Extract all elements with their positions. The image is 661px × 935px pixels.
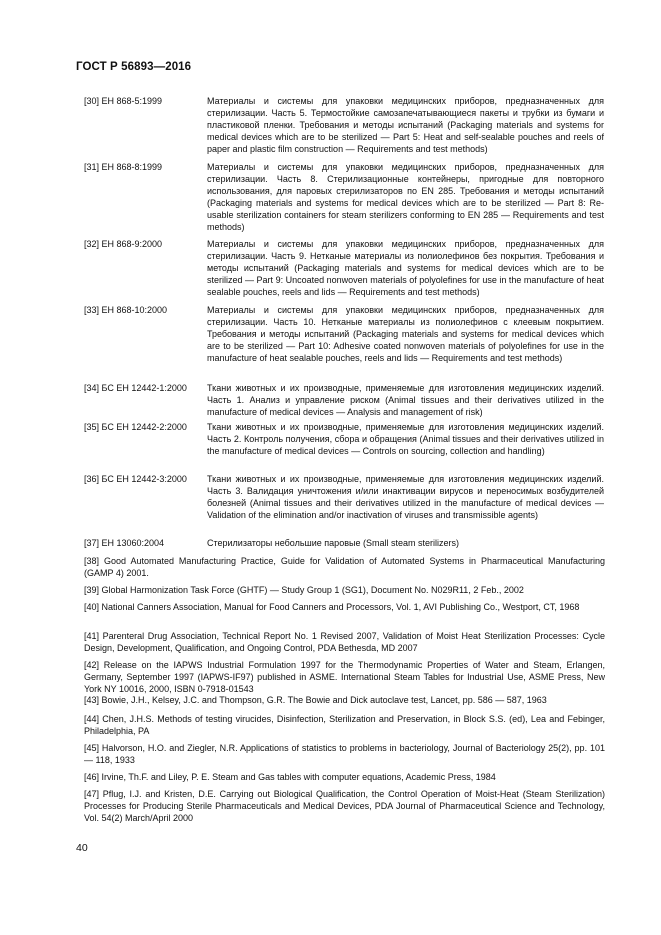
reference-code: [31] ЕН 868-8:1999 bbox=[84, 162, 163, 172]
reference-title: Ткани животных и их производные, применяемые для изготовления медицинских изделий. Часть 3. Валидация уничтожения и/или инактивации вирусов и переносимых возбудителей болезней (Animal tissues and their derivatives utilized in the manufacture of medical devices — Validation of the elimination and/or inactivation of viruses and transmissible agents) bbox=[207, 474, 604, 520]
reference-title: Материалы и системы для упаковки медицинских приборов, предназначенных для стерилизации. Часть 5. Термостойкие самозапечатывающиеся пакеты и трубки из бумаги и пластиковой пленки. Требования и методы испытаний (Packaging materials and systems for medical devices which are to be sterilized — Part 5: Heat and self-sealable pouches and reels of paper and plastic film construction — Requirements and test methods) bbox=[207, 96, 604, 154]
reference-item: [40] National Canners Association, Manual for Food Canners and Processors, Vol. 1, AVI Publishing Co., Westport, CT, 1968 bbox=[84, 602, 580, 612]
reference-entry bbox=[84, 538, 604, 550]
reference-title: Ткани животных и их производные, применяемые для изготовления медицинских изделий. Часть 1. Анализ и управление риском (Animal tissues and their derivatives utilized in the manufacture of medical devices — Analysis and management of risk) bbox=[207, 383, 604, 417]
document-header: ГОСТ Р 56893—2016 bbox=[76, 61, 192, 73]
reference-item: [39] Global Harmonization Task Force (GHTF) — Study Group 1 (SG1), Document No. N029R11, 2 Feb., 2002 bbox=[84, 585, 524, 595]
reference-item: [47] Pflug, I.J. and Kristen, D.E. Carrying out Biological Qualification, the Control Operation of Moist-Heat (Steam Sterilization) Processes for Producing Sterile Pharmaceuticals and Medical Devices, PDA Journal of Pharmaceutical Science and Technology, Vol. 54(2) March/April 2000 bbox=[84, 789, 605, 823]
reference-entry bbox=[84, 305, 604, 365]
reference-item: [41] Parenteral Drug Association, Technical Report No. 1 Revised 2007, Validation of Moist Heat Sterilization Processes: Cycle Design, Development, Qualification, and Ongoing Control, PDA Bethesda, MD 2007 bbox=[84, 631, 605, 653]
reference-code: [30] ЕН 868-5:1999 bbox=[84, 96, 163, 106]
reference-item: [44] Chen, J.H.S. Methods of testing virucides, Disinfection, Sterilization and Preservation, in Block S.S. (ed), Lea and Febinger, Philadelphia, PA bbox=[84, 714, 605, 736]
reference-title: Материалы и системы для упаковки медицинских приборов, предназначенных для стерилизации. Часть 8. Стерилизационные контейнеры, пригодные для повторного использования, для паровых стерилизаторов по EN 285. Требования и методы испытаний (Packaging materials and systems for medical devices which are to be sterilized — Part 8: Re-usable sterilization containers for steam sterilizers conforming to EN 285 — Requirements and test methods) bbox=[207, 162, 604, 232]
page-number: 40 bbox=[76, 842, 88, 854]
reference-code: [33] ЕН 868-10:2000 bbox=[84, 305, 168, 315]
reference-code: [32] ЕН 868-9:2000 bbox=[84, 239, 163, 249]
reference-code: [37] ЕН 13060:2004 bbox=[84, 538, 165, 548]
reference-item: [46] Irvine, Th.F. and Liley, P. E. Steam and Gas tables with computer equations, Academic Press, 1984 bbox=[84, 772, 496, 782]
reference-title: Ткани животных и их производные, применяемые для изготовления медицинских изделий. Часть 2. Контроль получения, сбора и обращения (Animal tissues and their derivatives utilized in the manufacture of medical devices — Controls on sourcing, collection and handling) bbox=[207, 422, 604, 456]
reference-entry bbox=[84, 162, 604, 233]
reference-code: [34] БС ЕН 12442-1:2000 bbox=[84, 383, 187, 393]
reference-entry bbox=[84, 96, 604, 156]
reference-title: Стерилизаторы небольшие паровые (Small steam sterilizers) bbox=[207, 538, 459, 548]
reference-item: [45] Halvorson, H.O. and Ziegler, N.R. Applications of statistics to problems in bacteriology, Journal of Bacteriology 25(2), pp. 101 — 118, 1933 bbox=[84, 743, 605, 765]
reference-item: [38] Good Automated Manufacturing Practice, Guide for Validation of Automated Systems in Pharmaceutical Manufacturing (GAMP 4) 2001. bbox=[84, 556, 605, 578]
reference-code: [36] БС ЕН 12442-3:2000 bbox=[84, 474, 187, 484]
reference-item: [43] Bowie, J.H., Kelsey, J.C. and Thompson, G.R. The Bowie and Dick autoclave test, Lancet, pp. 586 — 587, 1963 bbox=[84, 695, 547, 705]
reference-title: Материалы и системы для упаковки медицинских приборов, предназначенных для стерилизации. Часть 9. Нетканые материалы из полиолефинов без покрытия. Требования и методы испытаний (Packaging materials and systems for medical devices which are to be sterilized — Part 9: Uncoated nonwoven materials of polyolefines for use in the manufacture of heat sealable pouches, reels and lids — Requirements and test methods) bbox=[207, 239, 604, 297]
reference-entry bbox=[84, 239, 604, 299]
reference-entry bbox=[84, 422, 604, 458]
reference-code: [35] БС ЕН 12442-2:2000 bbox=[84, 422, 187, 432]
reference-item: [42] Release on the IAPWS Industrial Formulation 1997 for the Thermodynamic Properties of Water and Steam, Erlangen, Germany, September 1997 (IAPWS-IF97) published in ASME. International Steam Tables for Industrial Use, ASME Press, New York NY 10016, 2000, ISBN 0-7918-01543 bbox=[84, 660, 605, 694]
reference-title: Материалы и системы для упаковки медицинских приборов, предназначенных для стерилизации. Часть 10. Нетканые материалы из полиолефинов с клеевым покрытием. Требования и методы испытаний (Packaging materials and systems for medical devices which are to be sterilized — Part 10: Adhesive coated nonwoven materials of polyolefines for use in the manufacture of heat sealable pouches, reels and lids — Requirements and test methods) bbox=[207, 305, 604, 363]
reference-entry bbox=[84, 383, 604, 419]
reference-entry bbox=[84, 474, 604, 522]
